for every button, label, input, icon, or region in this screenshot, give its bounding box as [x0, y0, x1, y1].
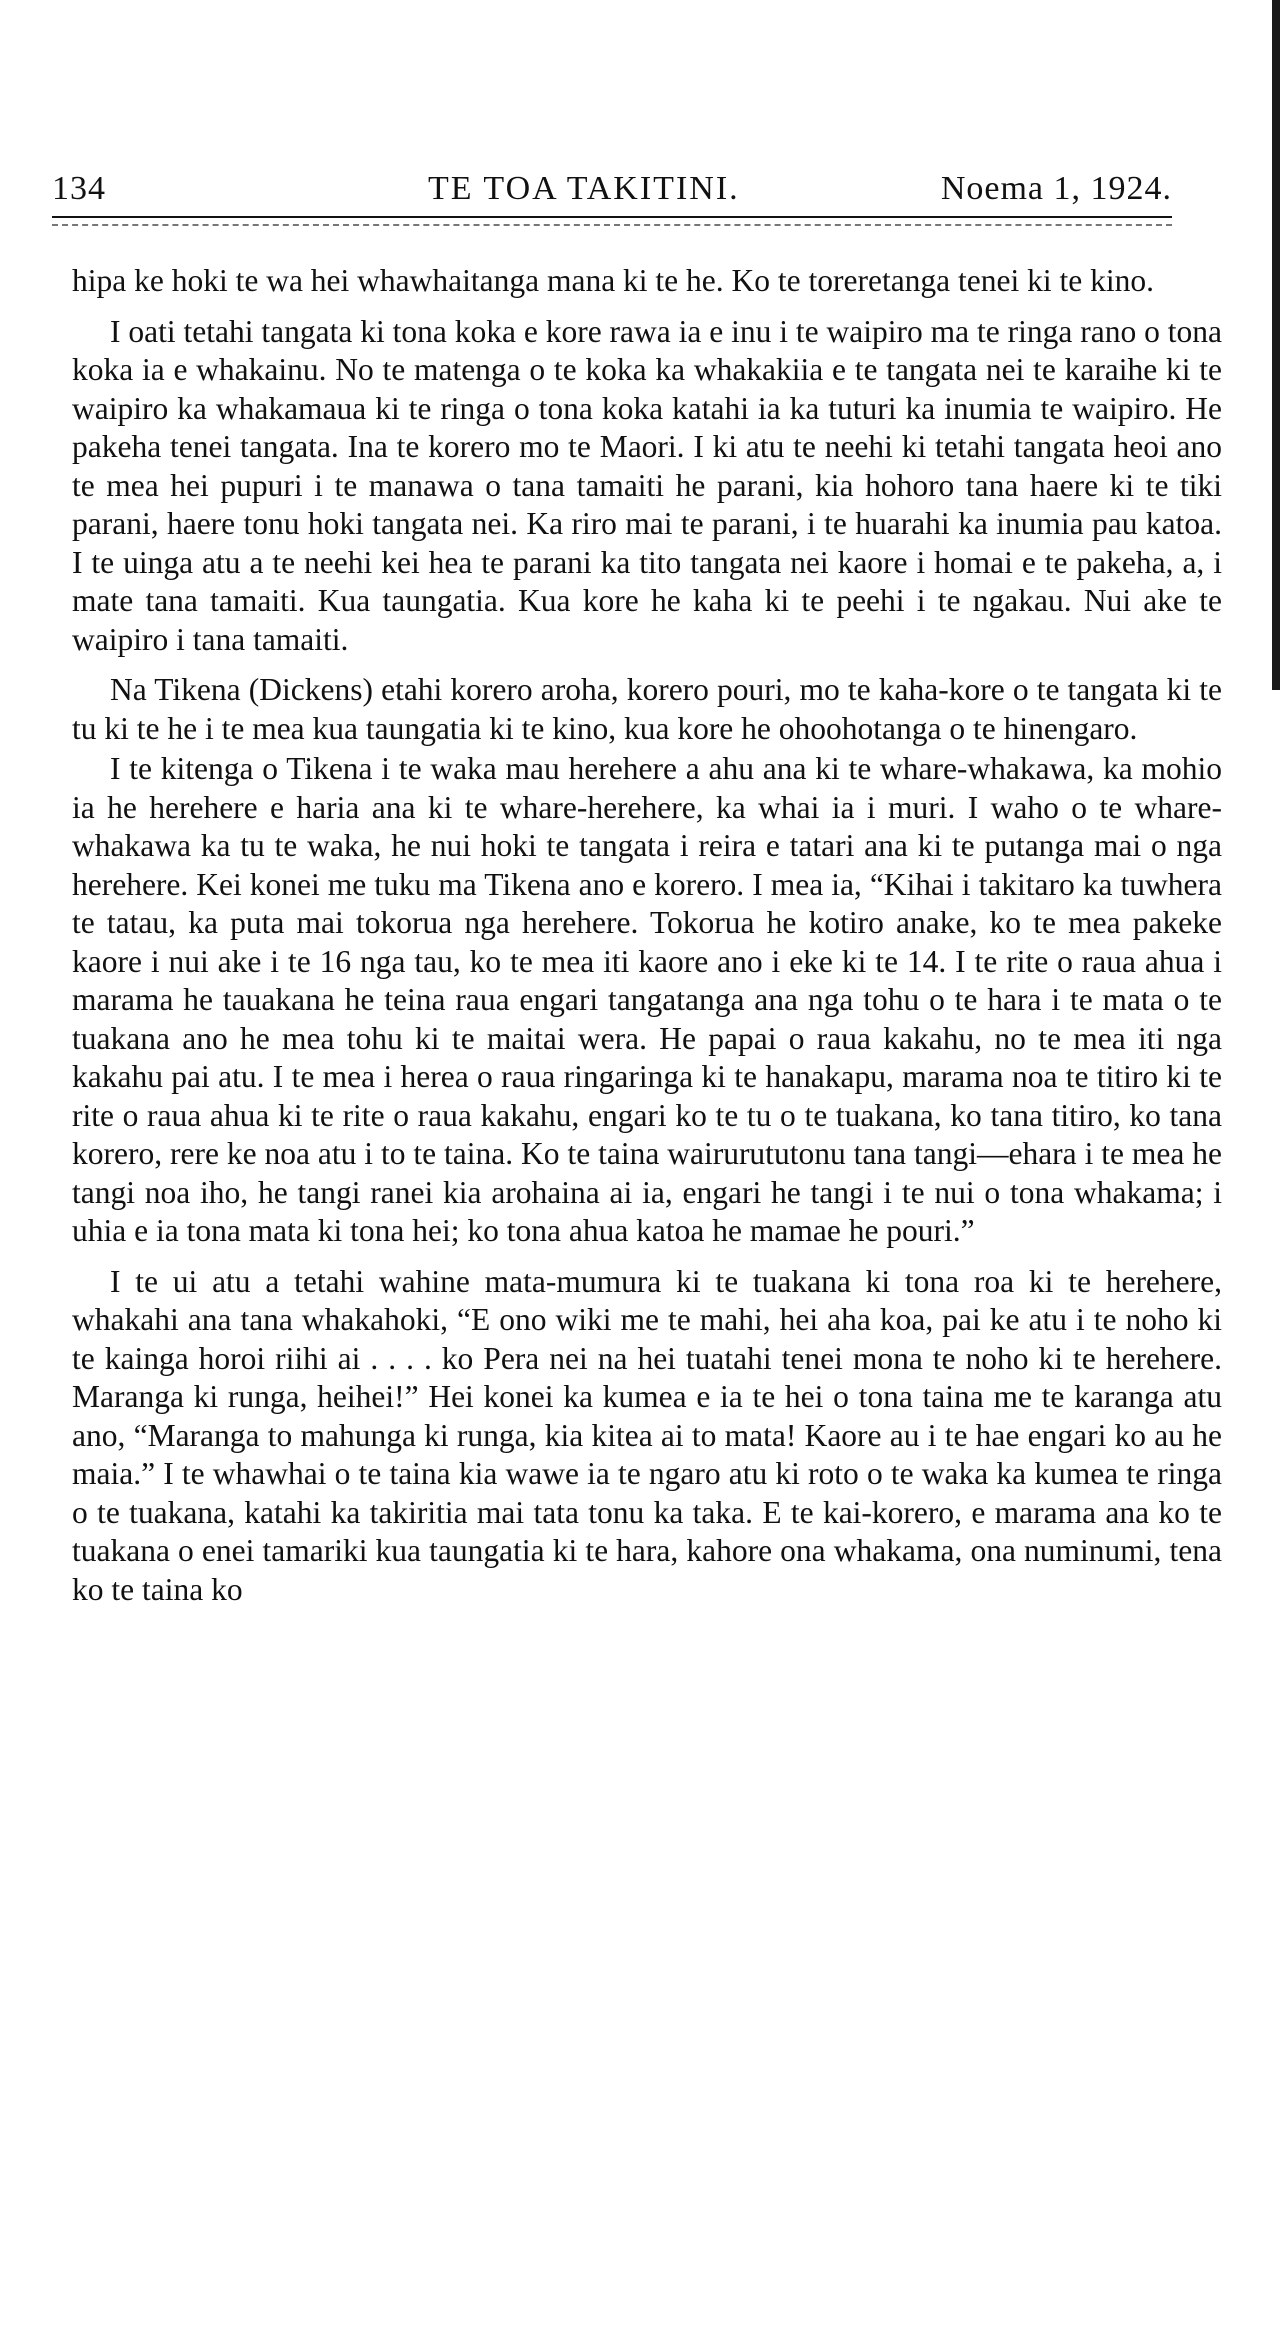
paragraph: I te ui atu a tetahi wahine mata-mumura ki te tuakana ki tona roa ki te herehere, whakahi ana tana whakahoki, “E ono wiki me te mahi, hei aha koa, pai ke atu i te noho ki te kainga horoi riihi ai . . . . ko Pera nei na hei tuatahi tenei mona te noho ki te herehere. Maranga ki runga, heihei!” Hei konei ka kumea e ia te hei o tona taina me te karanga atu ano, “Maranga to mahunga ki runga, kia kitea ai to mata! Kaore au i te hae engari ko au he maia.” I te whawhai o te taina kia wawe ia te ngaro atu ki roto o te waka ka kumea te ringa o te tuakana, katahi ka takiritia mai tata tonu ka taka. E te kai-korero, e marama ana ko te tuakana o enei tamariki kua taungatia ki te hara, kahore ona whakama, ona numinumi, tena ko te taina ko: [72, 1263, 1222, 1607]
paragraph: hipa ke hoki te wa hei whawhaitanga mana ki te he. Ko te toreretanga tenei ki te kino.: [72, 263, 1154, 298]
issue-date: Noema 1, 1924.: [940, 170, 1172, 207]
page-edge-shadow: [1272, 0, 1280, 690]
journal-title: TE TOA TAKITINI.: [428, 170, 740, 207]
paragraph: I oati tetahi tangata ki tona koka e kore rawa ia e inu i te waipiro ma te ringa rano o tona koka ia e whakainu. No te matenga o te koka ka whakakiia e te tangata nei te karaihe ki te waipiro ka whakamaua ki te ringa o tona koka katahi ia ka tuturi ka inumia te waipiro. He pakeha tenei tangata. Ina te korero mo te Maori. I ki atu te neehi ki tetahi tangata heoi ano te mea hei pupuri i te manawa o tana tamaiti he parani, kia hohoro tana haere ki te tiki parani, haere tonu hoki tangata nei. Ka riro mai te parani, i te huarahi ka inumia pau katoa. I te uinga atu a te neehi kei hea te parani ka tito tangata nei kaore i homai e te pakeha, a, i mate tana tamaiti. Kua taungatia. Kua kore he kaha ki te peehi i te ngakau. Nui ake te waipiro i tana tamaiti.: [72, 313, 1222, 657]
header-rule-dashed: [52, 224, 1172, 226]
paragraph: I te kitenga o Tikena i te waka mau herehere a ahu ana ki te whare-whakawa, ka mohio ia he herehere e haria ana ki te whare-herehere, ka whai ia i muri. I waho o te whare-whakawa ka tu te waka, he nui hoki te tangata i reira e tatari ana ki te putanga mai o nga herehere. Kei konei me tuku ma Tikena ano e korero. I mea ia, “Kihai i takitaro ka tuwhera te tatau, ka puta mai tokorua nga herehere. Tokorua he kotiro anake, ko te mea pakeke kaore i nui ake i te 16 nga tau, ko te mea iti kaore ano i eke ki te 14. I te rite o raua ahua i marama he tauakana he teina raua engari tangatanga ana nga tohu o te hara i te mata o te tuakana ano he mea tohu ki te maitai wera. He papai o raua kakahu, no te mea iti nga kakahu pai atu. I te mea i herea o raua ringaringa ki te hanakapu, marama noa te titiro ki te rite o raua ahua ki te rite o raua kakahu, engari ko te tu o te tuakana, ko tana titiro, ko tana korero, rere ke noa atu i to te taina. Ko te taina wairurututonu tana tangi—ehara i te mea he tangi noa iho, he tangi ranei kia arohaina ai ia, engari he tangi i te nui o tona whakama; i uhia e ia tona mata ki tona hei; ko tona ahua katoa he mamae he pouri.”: [72, 751, 1222, 1248]
article-body: [72, 262, 1222, 1621]
paragraph: Na Tikena (Dickens) etahi korero aroha, korero pouri, mo te kaha-kore o te tangata ki te tu ki te he i te mea kua taungatia ki te kino, kua kore he ohoohotanga o te hinengaro.: [72, 672, 1222, 746]
page-number: 134: [52, 170, 106, 207]
running-header: [52, 170, 1172, 214]
header-rule: [52, 216, 1172, 218]
